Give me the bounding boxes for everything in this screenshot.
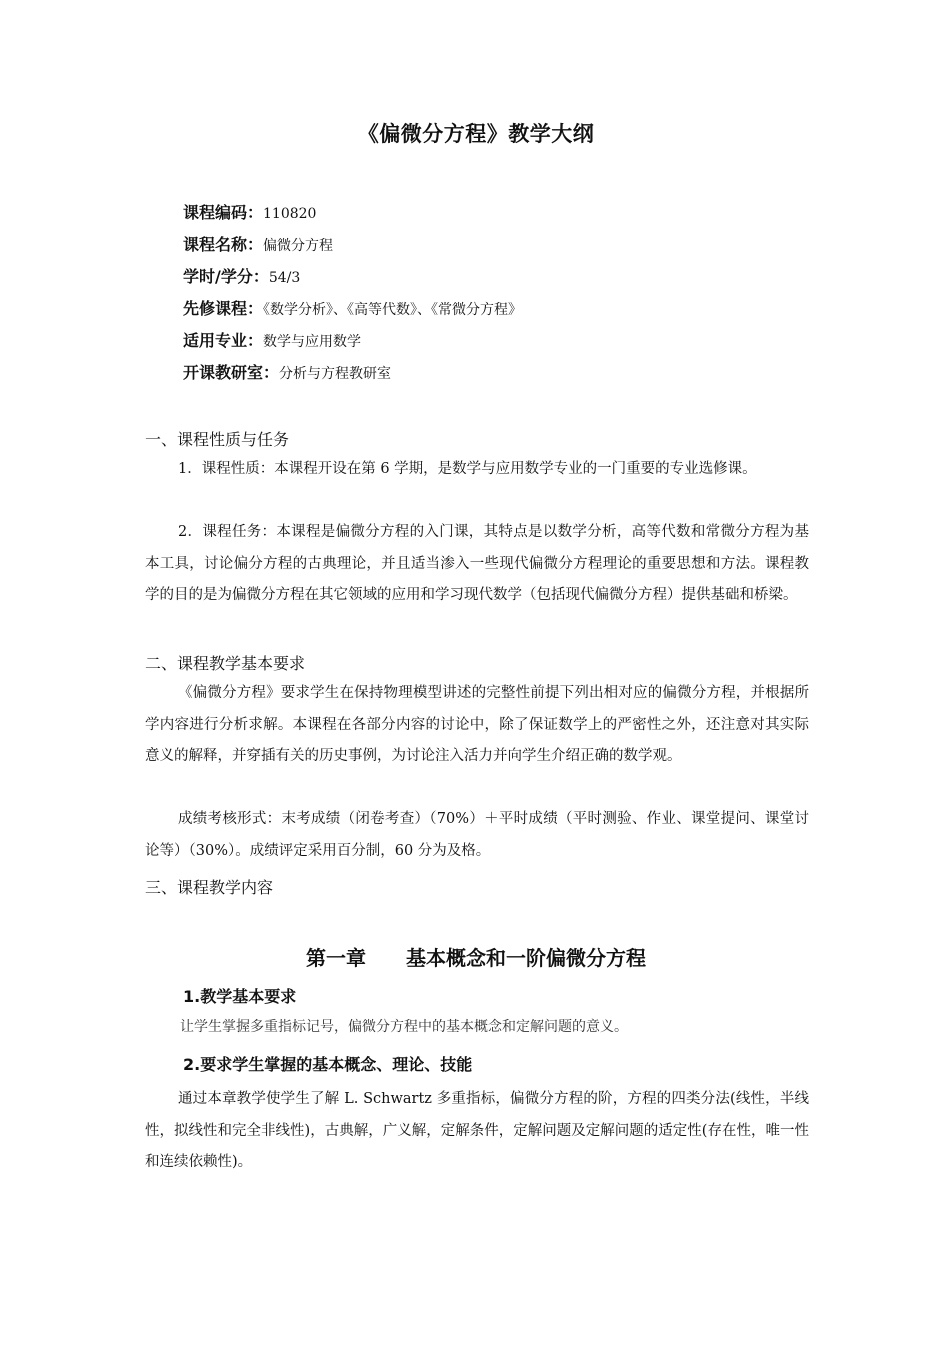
info-course-code (183, 204, 316, 223)
info-label: 适用专业： (183, 331, 264, 350)
info-course-name (183, 236, 333, 255)
info-label: 先修课程： (183, 299, 264, 318)
info-value: 110820 (263, 206, 317, 222)
section-heading: 二、课程教学基本要求 (145, 654, 306, 673)
subsection-text: 让学生掌握多重指标记号，偏微分方程中的基本概念和定解问题的意义。 (180, 1019, 628, 1035)
info-value: 偏微分方程 (263, 238, 334, 254)
chapter-title: 第一章 基本概念和一阶偏微分方程 (306, 946, 646, 970)
info-label: 学时/学分： (183, 267, 269, 286)
info-value: 数学与应用数学 (263, 334, 362, 350)
info-value: 《数学分析》、《高等代数》、《常微分方程》 (263, 302, 523, 318)
info-label: 课程名称： (183, 235, 264, 254)
page-title: 《偏微分方程》教学大纲 (357, 122, 595, 146)
info-label: 课程编码： (183, 203, 264, 222)
info-department (183, 364, 391, 383)
paragraph: 2．课程任务：本课程是偏微分方程的入门课，其特点是以数学分析，高等代数和常微分方程为基本工具，讨论偏分方程的古典理论，并且适当渗入一些现代偏微分方程理论的重要思想和方法。课程教学的目的是为偏微分方程在其它领域的应用和学习现代数学（包括现代偏微分方程）提供基础和桥梁。 (145, 524, 809, 604)
paragraph: 成绩考核形式：末考成绩（闭卷考查）（70%）＋平时成绩（平时测验、作业、课堂提问、课堂讨论等）（30%）。成绩评定采用百分制，60 分为及格。 (145, 811, 809, 859)
paragraph: 《偏微分方程》要求学生在保持物理模型讲述的完整性前提下列出相对应的偏微分方程，并根据所学内容进行分析求解。本课程在各部分内容的讨论中，除了保证数学上的严密性之外，还注意对其实际意义的解释，并穿插有关的历史事例，为讨论注入活力并向学生介绍正确的数学观。 (145, 685, 809, 765)
paragraph: 1．课程性质：本课程开设在第 6 学期，是数学与应用数学专业的一门重要的专业选修课。 (178, 461, 757, 477)
section-heading: 一、课程性质与任务 (145, 430, 290, 449)
info-prerequisites (183, 300, 522, 319)
subsection-heading: 1.教学基本要求 (183, 987, 297, 1006)
info-value: 54/3 (268, 270, 301, 286)
info-major (183, 332, 361, 351)
section-heading: 三、课程教学内容 (145, 878, 274, 897)
info-value: 分析与方程教研室 (279, 366, 392, 382)
subsection-heading: 2.要求学生掌握的基本概念、理论、技能 (183, 1055, 473, 1074)
paragraph: 通过本章教学使学生了解 L. Schwartz 多重指标，偏微分方程的阶，方程的四类分法(线性，半线性，拟线性和完全非线性)，古典解，广义解，定解条件，定解问题及定解问题的适定性(存在性，唯一性和连续依赖性)。 (145, 1091, 809, 1171)
info-label: 开课教研室： (183, 363, 280, 382)
info-hours-credits (183, 268, 300, 287)
